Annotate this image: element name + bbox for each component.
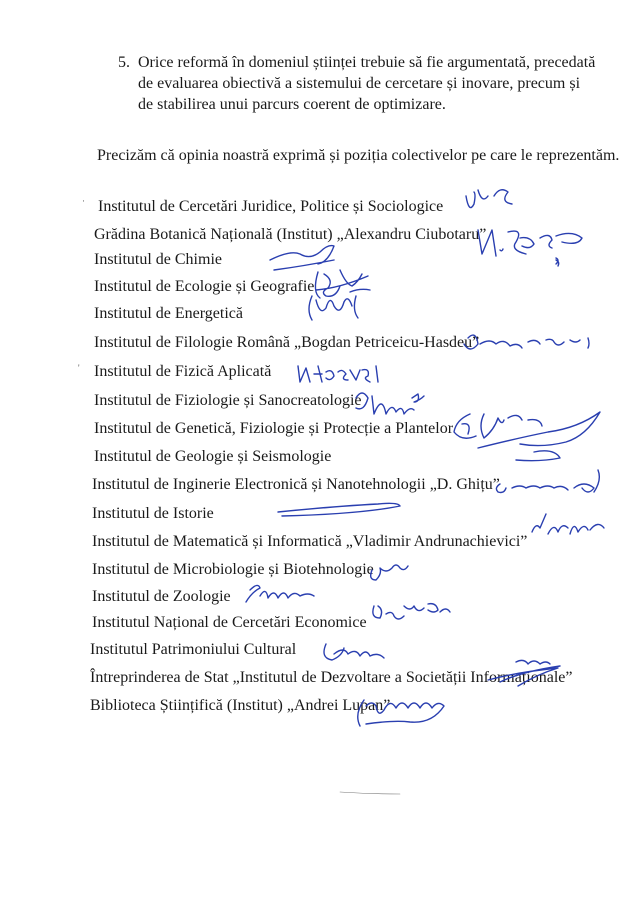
institution-line: Institutul de Matematică și Informatică „Vladimir Andrunachievici” [92,533,528,550]
institution-line: Institutul de Geologie și Seismologie [94,448,332,465]
intro-paragraph: Precizăm că opinia noastră exprimă și poziția colectivelor pe care le reprezentăm. [97,147,620,164]
signature [556,260,559,266]
institution-line: Institutul Național de Cercetări Economice [92,614,367,631]
signature [340,792,400,794]
signature [356,393,424,414]
institution-line: Institutul de Genetică, Fiziologie și Protecție a Plantelor [94,420,454,437]
signature [246,585,314,602]
institution-line: Institutul de Fizică Aplicată [94,363,272,380]
signature [478,230,582,264]
list-item-text: Orice reformă în domeniul științei trebuie să fie argumentată, precedată de evaluarea obiectivă a sistemului de cercetare și inovare, precum și de stabilirea unui parcurs coerent de optimizare. [138,54,596,113]
signature [278,503,400,516]
institution-line: Institutul de Cercetări Juridice, Politice și Sociologice [98,198,444,215]
scan-dot: · [82,196,85,206]
signature [496,470,599,493]
institution-line: Institutul de Filologie Română „Bogdan Petriceicu-Hasdeu” [94,334,480,351]
institution-line: Institutul de Inginerie Electronică și Nanotehnologii „D. Ghițu” [92,476,500,493]
signature [324,644,384,660]
signature [315,270,368,298]
signature [309,289,370,320]
institution-line: Institutul de Ecologie și Geografie [94,278,315,295]
institution-line: Institutul de Istorie [92,505,214,522]
signature [464,335,589,349]
institution-line: Institutul de Energetică [94,305,243,322]
signature [373,604,450,619]
list-item-number: 5. [118,54,130,71]
signature [298,366,378,382]
institution-line: Institutul de Zoologie [92,588,231,605]
scan-dot: ' [78,363,80,373]
signature [478,412,600,461]
institution-line: Grădina Botanică Națională (Institut) „Alexandru Ciubotaru” [94,226,487,243]
institution-line: Institutul de Chimie [94,251,222,268]
institution-line: Biblioteca Științifică (Institut) „Andrei Lupan” [90,697,391,714]
signature [466,190,512,208]
institution-line: Institutul de Fiziologie și Sanocreatologie [94,392,362,409]
institution-line: Institutul Patrimoniului Cultural [90,641,297,658]
signature [454,414,542,438]
signature [270,246,334,270]
institution-line: Institutul de Microbiologie și Biotehnologie [92,561,374,578]
signature [371,565,408,580]
institution-line: Întreprinderea de Stat „Institutul de Dezvoltare a Societății Informaționale” [90,669,573,686]
signature [532,514,604,534]
